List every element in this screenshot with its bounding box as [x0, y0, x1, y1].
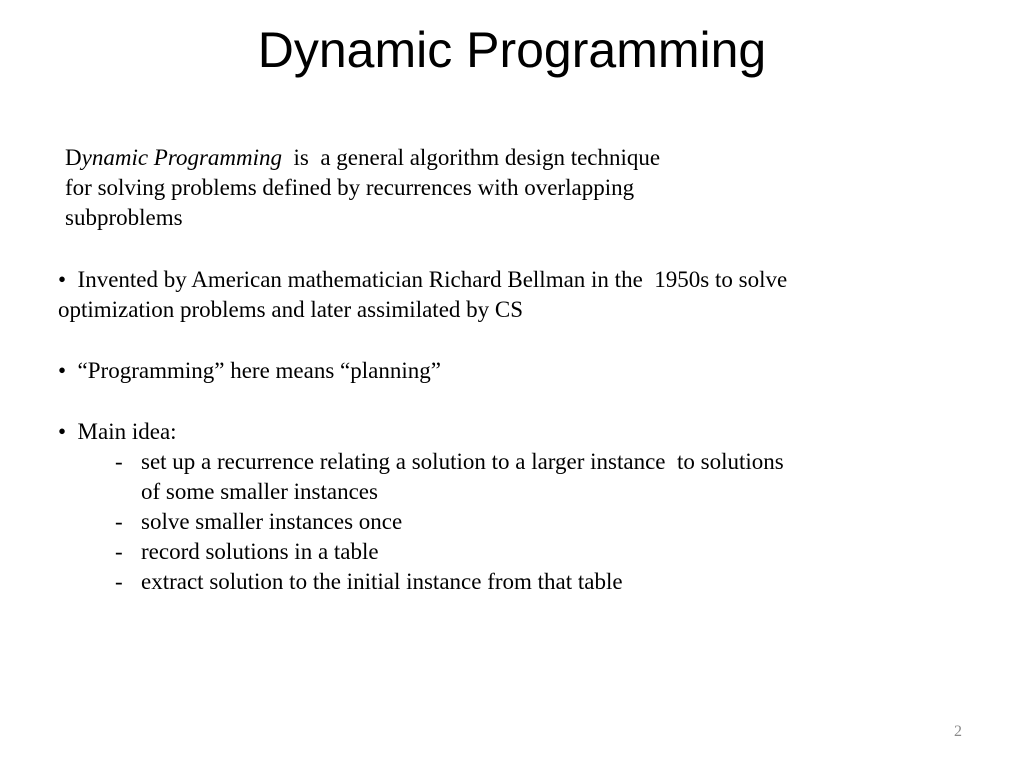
subitem-record-table: [115, 537, 978, 567]
subitem-text: solve smaller instances once: [141, 509, 403, 534]
definition-line-3: subproblems: [65, 205, 183, 230]
definition-term: ynamic Programming: [81, 145, 282, 170]
definition-paragraph: [65, 143, 825, 233]
bullet-bellman-line-1: • Invented by American mathematician Richard Bellman in the 1950s to solve: [58, 267, 788, 292]
bullet-item-bellman: [58, 265, 978, 325]
subitem-text: set up a recurrence relating a solution to a larger instance to solutions: [141, 449, 784, 474]
definition-line-1-rest: is a general algorithm design technique: [282, 145, 661, 170]
bullet-bellman-line-2: optimization problems and later assimilated by CS: [58, 297, 524, 322]
slide-title: Dynamic Programming: [257, 22, 767, 78]
subitem-dash: -: [115, 569, 123, 594]
subitem-extract-solution: [115, 567, 978, 597]
bullet-item-main-idea: [58, 417, 978, 597]
subitem-text: record solutions in a table: [141, 539, 379, 564]
subitem-dash: -: [115, 509, 123, 534]
bullet-programming-line: • “Programming” here means “planning”: [58, 358, 441, 383]
definition-line-2: for solving problems defined by recurrences with overlapping: [65, 175, 635, 200]
page-number: 2: [954, 723, 962, 740]
bullet-main-idea-line: • Main idea:: [58, 419, 177, 444]
subitem-solve-once: [115, 507, 978, 537]
definition-line-1: [65, 143, 825, 173]
subitem-text: extract solution to the initial instance from that table: [141, 569, 623, 594]
main-idea-subitems: [58, 447, 978, 597]
subitem-recurrence-continued: of some smaller instances: [141, 479, 378, 504]
subitem-recurrence: [115, 447, 978, 477]
definition-first-letter: D: [65, 145, 82, 170]
bullet-item-programming-meaning: [58, 356, 978, 386]
subitem-dash: -: [115, 539, 123, 564]
bullet-list: [58, 265, 978, 597]
subitem-dash: -: [115, 449, 123, 474]
